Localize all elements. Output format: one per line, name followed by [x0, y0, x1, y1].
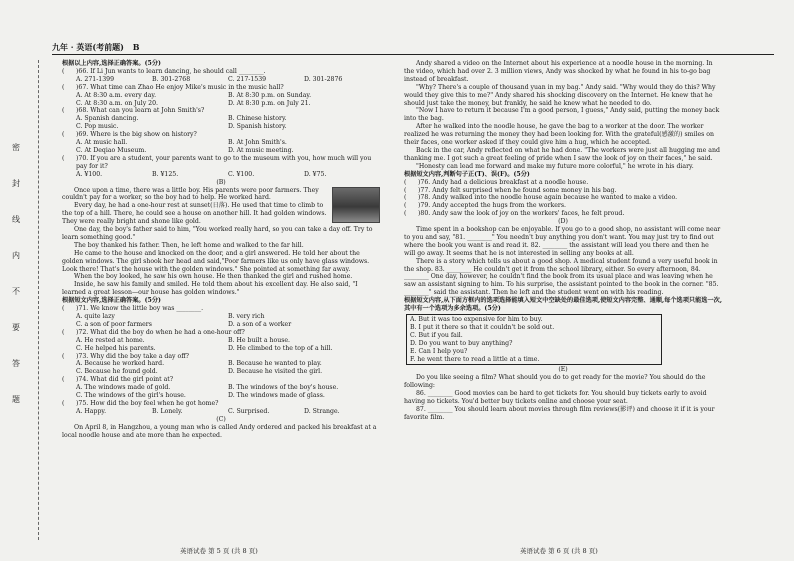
- question-stem: )72. What did the boy do when he had a one-hour off?: [76, 328, 245, 336]
- answer-option: B. Lonely.: [152, 407, 183, 415]
- answer-option: A. Happy.: [76, 407, 107, 415]
- passage-paragraph: On April 8, in Hangzhou, a young man who is called Andy ordered and packed his breakfast at a local noodle house and ate more than he expected.: [62, 423, 377, 439]
- true-false-item: ( )80. Andy saw the look of joy on the workers' faces, he felt proud.: [404, 210, 625, 218]
- question-stem-row: [62, 155, 380, 171]
- section-instruction: 根据短文内容,从下面方框内的选项选择能填入短文中空缺处的最佳选项,使短文内容完整、通顺,每个选项只能选一次,其中有一个选项为多余选项。(5分): [404, 297, 722, 313]
- left-column: [62, 60, 380, 440]
- answer-bracket: (: [62, 107, 65, 115]
- answer-bracket: (: [62, 376, 65, 384]
- seal-char: 线: [12, 215, 20, 224]
- question: [62, 305, 380, 329]
- question-stem: )66. If Li Jun wants to learn dancing, he should call ________.: [76, 67, 266, 75]
- question-stem-row: [62, 131, 380, 139]
- question-stem-row: [62, 329, 380, 337]
- passage-paragraph: The boy thanked his father. Then, he left home and walked to the far hill.: [74, 241, 304, 249]
- answer-option: D. Spanish history.: [228, 123, 287, 131]
- answer-option: C. The windows of the girl's house.: [76, 392, 186, 400]
- page-footer-left: 英语试卷 第 5 页 (共 8 页): [180, 547, 258, 555]
- passage-paragraph: Every day, he had a one-hour rest at sunset(日落). He used that time to climb to the top of a hill. There, he could see a house on another hill. It had golden windows. They were really bright and shone like gold.: [62, 202, 327, 226]
- answer-option: D. a son of a worker: [228, 320, 292, 328]
- question: [62, 107, 380, 131]
- answer-option: D. Because he visited the girl.: [228, 368, 323, 376]
- answer-option: D. 301-2876: [304, 75, 343, 83]
- passage-paragraph: "Now I have to return it because I'm a good person, I guess," Andy said, putting the money back into the bag.: [404, 107, 720, 123]
- right-column: [404, 60, 722, 422]
- answer-option: B. He built a house.: [228, 336, 291, 344]
- answer-option: A. 271-1399: [76, 75, 115, 83]
- answer-bracket: (: [62, 352, 65, 360]
- answer-option: A. He rested at home.: [76, 336, 145, 344]
- seal-char: 题: [12, 395, 20, 404]
- section-heading-e: (E): [558, 366, 568, 374]
- answer-option: B. At John Smith's.: [228, 139, 287, 147]
- answer-option: C. ¥100.: [228, 170, 255, 178]
- question-options: [62, 384, 380, 400]
- answer-option: A. Spanish dancing.: [76, 115, 139, 123]
- box-option: F. he went there to read a little at a time.: [410, 355, 540, 363]
- true-false-text: )78. Andy walked into the noodle house again because he wanted to make a video.: [418, 194, 678, 202]
- passage-b: [62, 187, 380, 298]
- answer-option: A. At 8:30 a.m. every day.: [76, 91, 157, 99]
- true-false-list: [404, 179, 722, 219]
- passage-paragraph: One day, the boy's father said to him, "You worked really hard, so you can take a day off. Try to learn something good.": [62, 226, 373, 241]
- passage-paragraph: Do you like seeing a film? What should you do to get ready for the movie? You should do the following:: [404, 374, 706, 390]
- answer-option: C. Pop music.: [76, 123, 119, 131]
- seal-char: 要: [12, 323, 20, 332]
- box-option: B. I put it there so that it couldn't be sold out.: [410, 323, 555, 331]
- seal-dashed-line: [38, 60, 39, 540]
- question-options: [62, 76, 380, 84]
- answer-option: B. 301-2768: [152, 75, 191, 83]
- answer-option: B. At 8:30 p.m. on Sunday.: [228, 91, 312, 99]
- question: [62, 84, 380, 108]
- answer-option: A. At music hall.: [76, 139, 128, 147]
- answer-option: D. He climbed to the top of a hill.: [228, 344, 333, 352]
- question: [62, 155, 380, 179]
- true-false-text: )76. Andy had a delicious breakfast at a noodle house.: [418, 178, 589, 186]
- answer-option: C. At Deqiao Museum.: [76, 146, 147, 154]
- question-stem: )73. Why did the boy take a day off?: [76, 352, 189, 360]
- box-option: C. But if you fail.: [410, 331, 463, 339]
- answer-option: A. ¥100.: [76, 170, 103, 178]
- answer-option: D. At music meeting.: [228, 146, 294, 154]
- answer-option: D. At 8:30 p.m. on July 21.: [228, 99, 311, 107]
- section-instruction: 根据以上内容,选择正确答案。(5分): [62, 60, 161, 67]
- question-stem: )67. What time can Zhao He enjoy Mike's music in the music hall?: [76, 83, 284, 91]
- header-rule: [52, 54, 774, 55]
- seal-char: 不: [12, 287, 20, 296]
- section-heading-c: (C): [216, 415, 226, 423]
- question-options: [62, 115, 380, 131]
- true-false-item: ( )76. Andy had a delicious breakfast at a noodle house.: [404, 178, 589, 186]
- exam-version: B: [132, 42, 140, 52]
- answer-option: A. Because he worked hard.: [76, 360, 165, 368]
- seal-char: 内: [12, 251, 20, 260]
- seal-char: 答: [12, 359, 20, 368]
- question: [62, 400, 380, 416]
- passage-paragraph: Once upon a time, there was a little boy. His parents were poor farmers. They couldn't pay for a worker, so the boy had to help. He worked hard.: [62, 186, 319, 202]
- passage-paragraph: There is a story which tells us about a good shop. A medical student found a very useful book in the shop. 83. ________ He couldn't get it from the school library, either. So every afternoon, 84. ________ One day, however, he couldn't find the book from its usual place and was leaving when he saw an assistant signing to him. To his surprise, the assistant pointed to the book in the corner. "85. ________" said the assistant. Then he left and the student went on with his reading.: [404, 257, 719, 297]
- question-stem-row: [62, 400, 380, 408]
- box-option: D. Do you want to buy anything?: [410, 339, 513, 347]
- answer-option: B. The windows of the boy's house.: [228, 384, 339, 392]
- answer-option: A. The windows made of gold.: [76, 384, 171, 392]
- true-false-item: ( )78. Andy walked into the noodle house again because he wanted to make a video.: [404, 194, 678, 202]
- answer-option: A. quite lazy: [76, 313, 115, 320]
- question-options: [62, 92, 380, 108]
- question-options: [62, 337, 380, 353]
- question-stem-row: [62, 84, 380, 92]
- question-stem: )70. If you are a student, your parents want to go to the museum with you, how much will you pay for it?: [76, 154, 372, 170]
- question-options: [62, 313, 380, 329]
- passage-paragraph: When the boy looked, he saw his own house. He then thanked the girl and rushed home.: [74, 273, 353, 281]
- question-stem: )74. What did the girl point at?: [76, 376, 174, 384]
- passage-paragraph: Time spent in a bookshop can be enjoyable. If you go to a good shop, no assistant will come near to you and say, "81. ________" You needn't buy anything you don't want. You may just try to find out where the book you want is and read it. 82. ________ the assistant will lead you there and then he will go away. It seems that he is not interested in selling any books at all.: [404, 226, 721, 257]
- passage-paragraph: 86. ________ Good movies can be hard to get tickets for. You should buy tickets early to avoid having no tickets. You'd better buy tickets online and choose your seat.: [404, 390, 707, 406]
- answer-option: C. He helped his parents.: [76, 344, 156, 352]
- section-instruction: 根据短文内容,判断句子正(T)、误(F)。(5分): [404, 170, 530, 178]
- passage-paragraph: After he walked into the noodle house, he gave the bag to a worker at the door. The worker realized he was returning the money they had been looking for. With the grateful(感激的) smiles on their faces, one worker asked if they could give him a hug, which he accepted.: [404, 123, 714, 147]
- box-option: E. Can I help you?: [410, 347, 468, 355]
- question-stem: )75. How did the boy feel when he got home?: [76, 399, 219, 407]
- question-stem-row: [62, 376, 380, 384]
- answer-option: C. Surprised.: [228, 407, 270, 415]
- question-stem-row: [62, 353, 380, 361]
- section-heading-d: (D): [558, 218, 568, 226]
- question: [62, 329, 380, 353]
- question-options: [62, 171, 380, 179]
- passage-paragraph: Inside, he saw his family and smiled. He told them about his excellent day. He also said, "I learned a great lesson—our house has golden windows.": [62, 281, 358, 297]
- page-footer-right: 英语试卷 第 6 页 (共 8 页): [520, 547, 598, 555]
- answer-option: C. a son of poor farmers: [76, 320, 152, 328]
- answer-bracket: (: [62, 67, 65, 75]
- passage-paragraph: He came to the house and knocked on the door, and a girl answered. He told her about the golden windows. The girl shook her head and said,"Poor farmers like us only have glass windows. Look there! That's the house with the golden windows." She pointed at something far away.: [62, 249, 370, 273]
- answer-option: C. 217-1539: [228, 75, 267, 83]
- answer-option: D. Strange.: [304, 407, 340, 415]
- passage-paragraph: "Honesty can lead me forward and make my future more colorful," he wrote in his diary.: [416, 162, 694, 170]
- seal-char: 封: [12, 179, 20, 188]
- box-option: A. But it was too expensive for him to buy.: [410, 316, 543, 323]
- answer-bracket: (: [62, 328, 65, 336]
- passage-paragraph: "Why? There's a couple of thousand yuan in my bag." Andy said. "Why would they do this? Why would they give this to me?" Andy shared his shocking discovery on the Internet. He knew that he should just take the money, but frankly, he said he knew what he needed to do.: [404, 83, 716, 107]
- options-box: [406, 314, 662, 365]
- question-stem-row: [62, 68, 380, 76]
- question-stem-row: [62, 305, 380, 313]
- exam-header: [52, 42, 140, 53]
- answer-option: D. The windows made of glass.: [228, 392, 325, 400]
- passage-paragraph: Back in the car, Andy reflected on what he had done. "The workers were just all hugging me and thanking me. I got such a great feeling of pride when I saw the look of joy on their faces," he said.: [404, 146, 720, 162]
- answer-option: B. Because he wanted to play.: [228, 360, 322, 368]
- question-options: [62, 139, 380, 155]
- answer-option: D. ¥75.: [304, 170, 327, 178]
- answer-option: C. At 8:30 a.m. on July 20.: [76, 99, 159, 107]
- answer-bracket: (: [62, 399, 65, 407]
- answer-bracket: (: [62, 305, 65, 313]
- question-group-a: [62, 68, 380, 179]
- true-false-text: )79. Andy accepted the hugs from the workers.: [418, 202, 566, 210]
- true-false-text: )80. Andy saw the look of joy on the workers' faces, he felt proud.: [418, 210, 625, 218]
- question-stem-row: [62, 107, 380, 115]
- question: [62, 353, 380, 377]
- question-stem: )68. What can you learn at John Smith's?: [76, 107, 205, 115]
- question-options: [62, 408, 380, 416]
- section-instruction: 根据短文内容,选择正确答案。(5分): [62, 297, 161, 305]
- answer-option: C. Because he found gold.: [76, 368, 158, 376]
- seal-char: 密: [12, 143, 20, 152]
- answer-bracket: (: [62, 83, 65, 91]
- answer-bracket: (: [62, 154, 65, 162]
- passage-paragraph: Andy shared a video on the Internet about his experience at a noodle house in the morning. In the video, which had over 2. 3 million views, Andy was shocked by what he found in his to-go bag instead of breakfast.: [404, 60, 713, 83]
- exam-title: 九年 · 英语(考前题): [52, 42, 124, 52]
- question: [62, 376, 380, 400]
- answer-bracket: (: [62, 131, 65, 139]
- true-false-item: ( )79. Andy accepted the hugs from the workers.: [404, 202, 566, 210]
- true-false-item: ( )77. Andy felt surprised when he found some money in his bag.: [404, 186, 617, 194]
- answer-option: B. Chinese history.: [228, 115, 287, 123]
- section-heading-b: (B): [216, 178, 226, 186]
- answer-option: B. very rich: [228, 313, 265, 320]
- answer-option: B. ¥125.: [152, 170, 179, 178]
- true-false-text: )77. Andy felt surprised when he found some money in his bag.: [418, 186, 617, 194]
- question-options: [62, 360, 380, 376]
- question-stem: )71. We know the little boy was ________.: [76, 305, 204, 313]
- sunset-photo: [332, 187, 380, 223]
- question-group-b: [62, 305, 380, 416]
- question: [62, 68, 380, 84]
- seal-line-notice: [10, 130, 22, 418]
- passage-paragraph: 87. ________ You should learn about movies through film reviews(影评) and choose it if it is your favorite film.: [404, 405, 715, 421]
- question-stem: )69. Where is the big show on history?: [76, 131, 197, 139]
- question: [62, 131, 380, 155]
